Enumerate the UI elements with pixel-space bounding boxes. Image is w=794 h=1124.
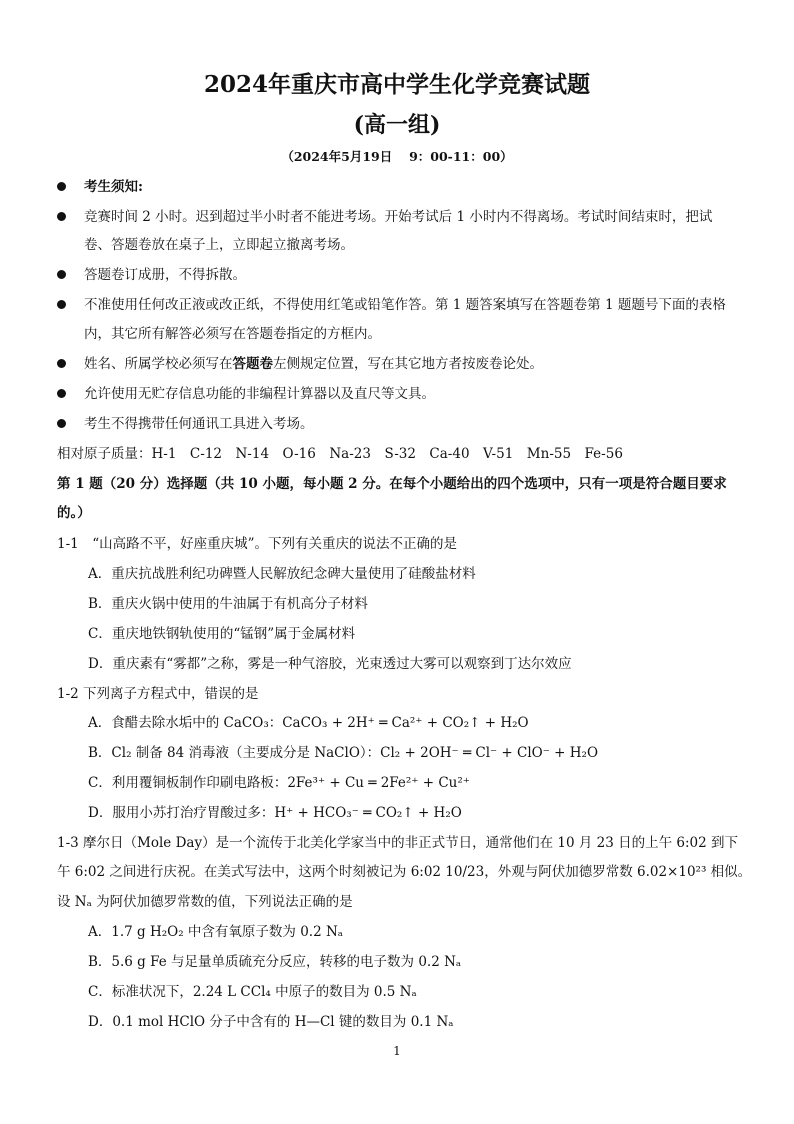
question-stem: 午 6:02 之间进行庆祝。在美式写法中，这两个时刻被记为 6:02 10/23，外观与阿伏加德罗常数 6.02×10²³ 相似。 [57, 864, 752, 880]
exam-title: 2024年重庆市高中学生化学竞赛试题 [203, 71, 590, 98]
section-heading: 第 1 题（20 分）选择题（共 10 小题，每小题 2 分。在每个小题给出的四个选项中，只有一项是符合题目要求 [57, 476, 727, 492]
notice-line: 卷、答题卷放在桌子上，立即起立撤离考场。 [84, 237, 354, 253]
option-c: C．利用覆铜板制作印刷电路板：2Fe³⁺ + Cu ═ 2Fe²⁺ + Cu²⁺ [88, 775, 470, 791]
bullet-icon [57, 359, 66, 368]
notice-line: 允许使用无贮存信息功能的非编程计算器以及直尺等文具。 [84, 386, 435, 402]
section-heading: 的。） [57, 505, 91, 521]
option-a: A．食醋去除水垢中的 CaCO₃：CaCO₃ + 2H⁺ ═ Ca²⁺ + CO₂↑ + H₂O [88, 715, 529, 731]
notice-line: 不准使用任何改正液或改正纸，不得使用红笔或铅笔作答。第 1 题答案填写在答题卷第 1 题题号下面的表格 [84, 297, 726, 313]
notice-line: 考生不得携带任何通讯工具进入考场。 [84, 416, 314, 432]
atomic-masses: 相对原子质量：H-1 C-12 N-14 O-16 Na-23 S-32 Ca-40 V-51 Mn-55 Fe-56 [57, 446, 623, 462]
notice-line: 答题卷订成册，不得拆散。 [84, 267, 246, 283]
exam-subtitle: (高一组) [353, 112, 441, 138]
notice-heading: 考生须知: [84, 179, 143, 195]
bullet-icon [57, 270, 66, 279]
option-c: C．标准状况下，2.24 L CCl₄ 中原子的数目为 0.5 Nₐ [88, 984, 417, 1000]
notice-line [84, 355, 543, 373]
bullet-icon [57, 419, 66, 428]
notice-bold: 答题卷 [232, 356, 273, 372]
notice-text: 姓名、所属学校必须写在 [84, 356, 233, 372]
option-b: B．5.6 g Fe 与足量单质硫充分反应，转移的电子数为 0.2 Nₐ [88, 954, 462, 970]
option-a: A．1.7 g H₂O₂ 中含有氧原子数为 0.2 Nₐ [88, 924, 343, 940]
question-stem: 1-1 “山高路不平，好座重庆城”。下列有关重庆的说法不正确的是 [57, 536, 458, 552]
option-b: B．重庆火锅中使用的牛油属于有机高分子材料 [88, 596, 368, 612]
notice-line: 竞赛时间 2 小时。迟到超过半小时者不能进考场。开始考试后 1 小时内不得离场。考试时间结束时，把试 [84, 209, 713, 225]
bullet-icon [57, 300, 66, 309]
option-a: A．重庆抗战胜利纪功碑暨人民解放纪念碑大量使用了硅酸盐材料 [88, 566, 476, 582]
bullet-icon [57, 389, 66, 398]
option-c: C．重庆地铁钢轨使用的“锰钢”属于金属材料 [88, 626, 356, 642]
option-d: D．服用小苏打治疗胃酸过多：H⁺ + HCO₃⁻ ═ CO₂↑ + H₂O [88, 805, 462, 821]
question-stem: 1-3 摩尔日（Mole Day）是一个流传于北美化学家当中的非正式节日，通常他们在 10 月 23 日的上午 6:02 到下 [57, 835, 738, 851]
option-d: D．重庆素有“雾都”之称，雾是一种气溶胶，光束透过大雾可以观察到丁达尔效应 [88, 656, 572, 672]
bullet-icon [57, 212, 66, 221]
exam-date: （2024年5月19日 9：00-11：00） [281, 149, 513, 164]
question-stem: 1-2 下列离子方程式中，错误的是 [57, 686, 259, 702]
notice-line: 内，其它所有解答必须写在答题卷指定的方框内。 [84, 326, 381, 342]
notice-text: 左侧规定位置，写在其它地方者按废卷论处。 [273, 356, 543, 372]
bullet-icon [57, 182, 66, 191]
question-stem: 设 Nₐ 为阿伏加德罗常数的值，下列说法正确的是 [57, 894, 353, 910]
option-b: B．Cl₂ 制备 84 消毒液（主要成分是 NaClO）：Cl₂ + 2OH⁻ ═ Cl⁻ + ClO⁻ + H₂O [88, 745, 599, 761]
page-number: 1 [393, 1044, 401, 1058]
option-d: D．0.1 mol HClO 分子中含有的 H—Cl 键的数目为 0.1 Nₐ [88, 1014, 454, 1030]
